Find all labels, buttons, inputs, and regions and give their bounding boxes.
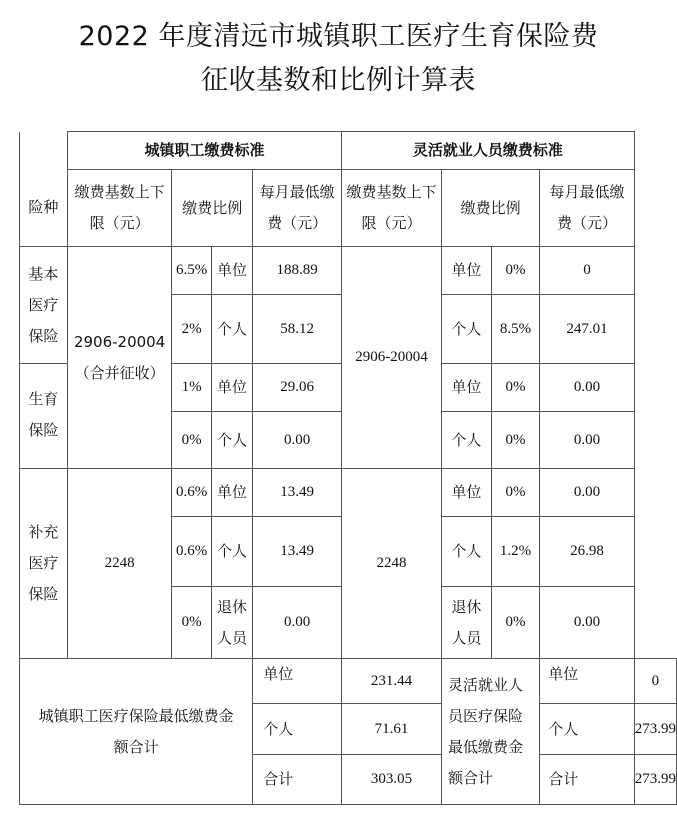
urban-basic-person-amount: 58.12	[253, 295, 342, 364]
urban-rate-header: 缴费比例	[172, 170, 253, 247]
urban-base-basic-value: 2906-20004	[73, 332, 166, 351]
urban-total-unit-label: 单位	[253, 659, 342, 704]
urban-mat-person-amount: 0.00	[253, 412, 342, 469]
flexible-supp-unit-amount: 0.00	[540, 469, 634, 517]
flexible-base-supp: 2248	[342, 469, 442, 659]
section-maternity-label: 生育保险	[28, 390, 59, 439]
flexible-total-person-label: 个人	[540, 704, 634, 755]
urban-basic-person-role: 个人	[211, 295, 252, 364]
urban-supp-unit-role: 单位	[211, 469, 252, 517]
flexible-base-header: 缴费基数上下限（元）	[342, 170, 442, 247]
flexible-basic-person-rate: 8.5%	[491, 295, 540, 364]
urban-supp-person-role: 个人	[211, 517, 252, 587]
flexible-mat-unit-amount: 0.00	[540, 364, 634, 412]
contribution-table	[19, 131, 677, 805]
flexible-basic-person-role: 个人	[442, 295, 492, 364]
urban-total-sum: 303.05	[342, 755, 442, 805]
urban-supp-retired-role: 退休人员	[211, 587, 252, 659]
urban-mat-unit-amount: 29.06	[253, 364, 342, 412]
urban-supp-retired-amount: 0.00	[253, 587, 342, 659]
flexible-base-basic: 2906-20004	[342, 247, 442, 469]
page-title-line2: 征收基数和比例计算表	[201, 65, 476, 96]
urban-base-header: 缴费基数上下限（元）	[67, 170, 172, 247]
urban-monthly-min-header: 每月最低缴费（元）	[253, 170, 342, 247]
flexible-basic-unit-role: 单位	[442, 247, 492, 295]
urban-total-unit: 231.44	[342, 659, 442, 704]
urban-supp-unit-rate: 0.6%	[172, 469, 211, 517]
urban-mat-unit-role: 单位	[211, 364, 252, 412]
flexible-mat-person-role: 个人	[442, 412, 492, 469]
urban-supp-person-rate: 0.6%	[172, 517, 211, 587]
flexible-monthly-min-header: 每月最低缴费（元）	[540, 170, 634, 247]
flexible-basic-unit-rate: 0%	[491, 247, 540, 295]
flexible-mat-person-amount: 0.00	[540, 412, 634, 469]
flexible-supp-person-rate: 1.2%	[491, 517, 540, 587]
insurance-type-header: 险种	[20, 170, 68, 247]
flexible-supp-retired-rate: 0%	[491, 587, 540, 659]
flexible-total-unit: 0	[634, 659, 676, 704]
urban-supp-person-amount: 13.49	[253, 517, 342, 587]
flexible-basic-unit-amount: 0	[540, 247, 634, 295]
urban-group-header: 城镇职工缴费标准	[67, 132, 341, 170]
urban-base-basic	[67, 247, 172, 469]
urban-total-sum-label: 合计	[253, 755, 342, 805]
urban-supp-retired-rate: 0%	[172, 587, 211, 659]
section-maternity	[20, 364, 68, 469]
flexible-total-sum: 273.99	[634, 755, 676, 805]
flexible-supp-unit-role: 单位	[442, 469, 492, 517]
flexible-supp-retired-role: 退休人员	[442, 587, 492, 659]
urban-mat-person-role: 个人	[211, 412, 252, 469]
flexible-supp-person-amount: 26.98	[540, 517, 634, 587]
flexible-group-header: 灵活就业人员缴费标准	[342, 132, 635, 170]
urban-basic-unit-amount: 188.89	[253, 247, 342, 295]
urban-basic-unit-rate: 6.5%	[172, 247, 211, 295]
urban-basic-unit-role: 单位	[211, 247, 252, 295]
urban-total-label: 城镇职工医疗保险最低缴费金额合计	[20, 659, 253, 805]
page-title-line1: 2022 年度清远市城镇职工医疗生育保险费	[78, 21, 599, 52]
urban-supp-unit-amount: 13.49	[253, 469, 342, 517]
flexible-total-unit-label: 单位	[540, 659, 634, 704]
urban-basic-person-rate: 2%	[172, 295, 211, 364]
urban-base-supp: 2248	[67, 469, 172, 659]
urban-base-basic-note: （合并征收）	[74, 363, 165, 382]
urban-mat-person-rate: 0%	[172, 412, 211, 469]
flexible-supp-person-role: 个人	[442, 517, 492, 587]
urban-mat-unit-rate: 1%	[172, 364, 211, 412]
flexible-mat-unit-rate: 0%	[491, 364, 540, 412]
flexible-basic-person-amount: 247.01	[540, 295, 634, 364]
flexible-mat-person-rate: 0%	[491, 412, 540, 469]
flexible-total-sum-label: 合计	[540, 755, 634, 805]
section-basic-medical: 基本医疗保险	[20, 247, 68, 364]
section-supplementary: 补充医疗保险	[20, 469, 68, 659]
urban-total-person: 71.61	[342, 704, 442, 755]
flexible-total-label: 灵活就业人员医疗保险最低缴费金额合计	[442, 659, 540, 805]
flexible-rate-header: 缴费比例	[442, 170, 540, 247]
flexible-total-person: 273.99	[634, 704, 676, 755]
flexible-supp-unit-rate: 0%	[491, 469, 540, 517]
insurance-type-header-top	[20, 132, 68, 170]
flexible-mat-unit-role: 单位	[442, 364, 492, 412]
flexible-supp-retired-amount: 0.00	[540, 587, 634, 659]
urban-total-person-label: 个人	[253, 704, 342, 755]
